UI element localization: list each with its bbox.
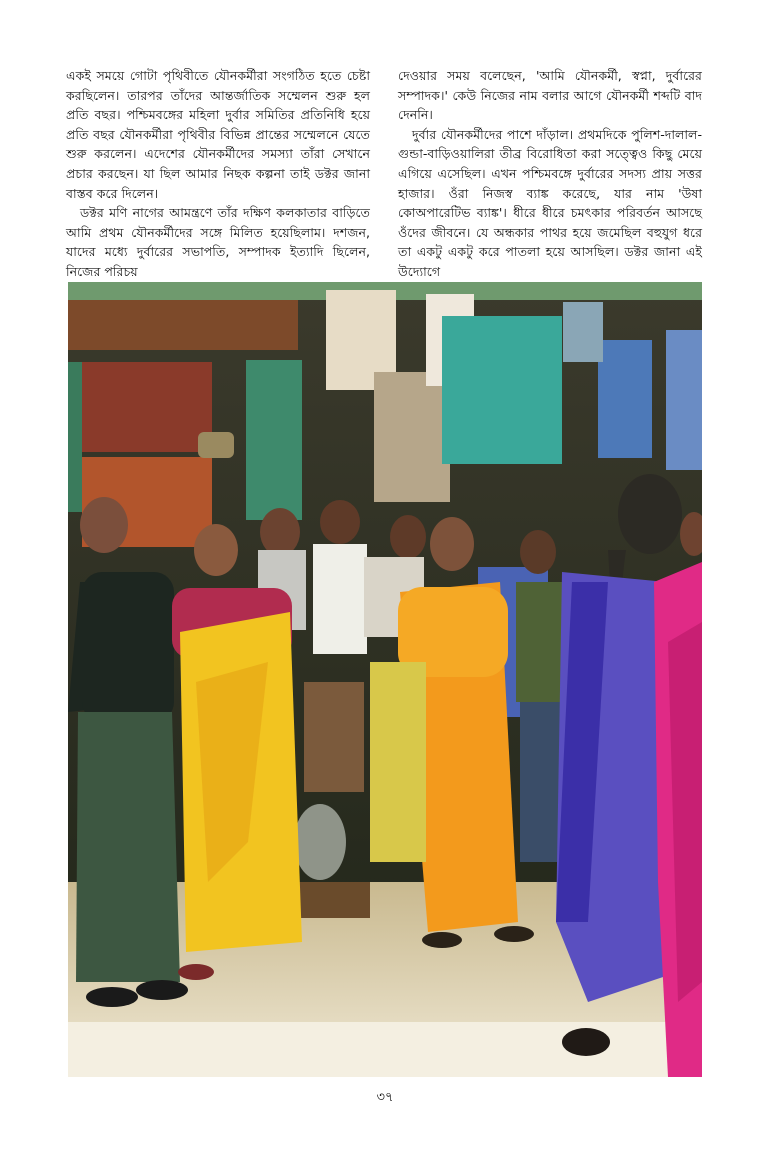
paragraph: দেওয়ার সময় বলেছেন, 'আমি যৌনকর্মী, স্বপ্না, দুর্বারের সম্পাদক।' কেউ নিজের নাম বলার আগে যৌনকর্মী শব্দটি বাদ দেননি। xyxy=(398,68,702,123)
text-column-right xyxy=(398,66,702,282)
paragraph: ডক্টর মণি নাগের আমন্ত্রণে তাঁর দক্ষিণ কলকাতার বাড়িতে আমি প্রথম যৌনকর্মীদের সঙ্গে মিলিত হয়েছিলাম। দশজন, যাদের মধ্যে দুর্বারের সভাপতি, সম্পাদক ইত্যাদি ছিলেন, নিজের পরিচয় xyxy=(66,205,370,279)
paragraph: একই সময়ে গোটা পৃথিবীতে যৌনকর্মীরা সংগঠিত হতে চেষ্টা করছিলেন। তারপর তাঁদের আন্তর্জাতিক সম্মেলন শুরু হল প্রতি বছর। পশ্চিমবঙ্গের মহিলা দুর্বার সমিতির প্রতিনিধি হয়ে প্রতি বছর যৌনকর্মীরা পৃথিবীর বিভিন্ন প্রান্তের সম্মেলনে যেতে শুরু করলেন। এদেশের যৌনকর্মীদের সমস্যা তাঁরা সেখানে প্রচার করছেন। যা ছিল আমার নিছক কল্পনা তাই ডক্টর জানা বাস্তব করে দিলেন। xyxy=(66,68,370,201)
photo-illustration xyxy=(68,282,702,1077)
street-photo xyxy=(68,282,702,1077)
page-number: ৩৭ xyxy=(376,1090,394,1105)
paragraph: দুর্বার যৌনকর্মীদের পাশে দাঁড়াল। প্রথমদিকে পুলিশ-দালাল-গুন্ডা-বাড়িওয়ালিরা তীব্র বিরোধিতা করা সত্ত্বেও কিছু মেয়ে এগিয়ে এসেছিল। এখন পশ্চিমবঙ্গে দুর্বারের সদস্য প্রায় সত্তর হাজার। ওঁরা নিজস্ব ব্যাঙ্ক করেছে, যার নাম 'উষা কোঅপারেটিভ ব্যাঙ্ক'। ধীরে ধীরে চমৎকার পরিবর্তন আসছে ওঁদের জীবনে। যে অন্ধকার পাথর হয়ে জমেছিল বহুযুগ ধরে তা একটু একটু করে পাতলা হয়ে আসছিল। ডক্টর জানা এই উদ্যোগে xyxy=(398,126,702,279)
text-column-left xyxy=(66,66,370,282)
